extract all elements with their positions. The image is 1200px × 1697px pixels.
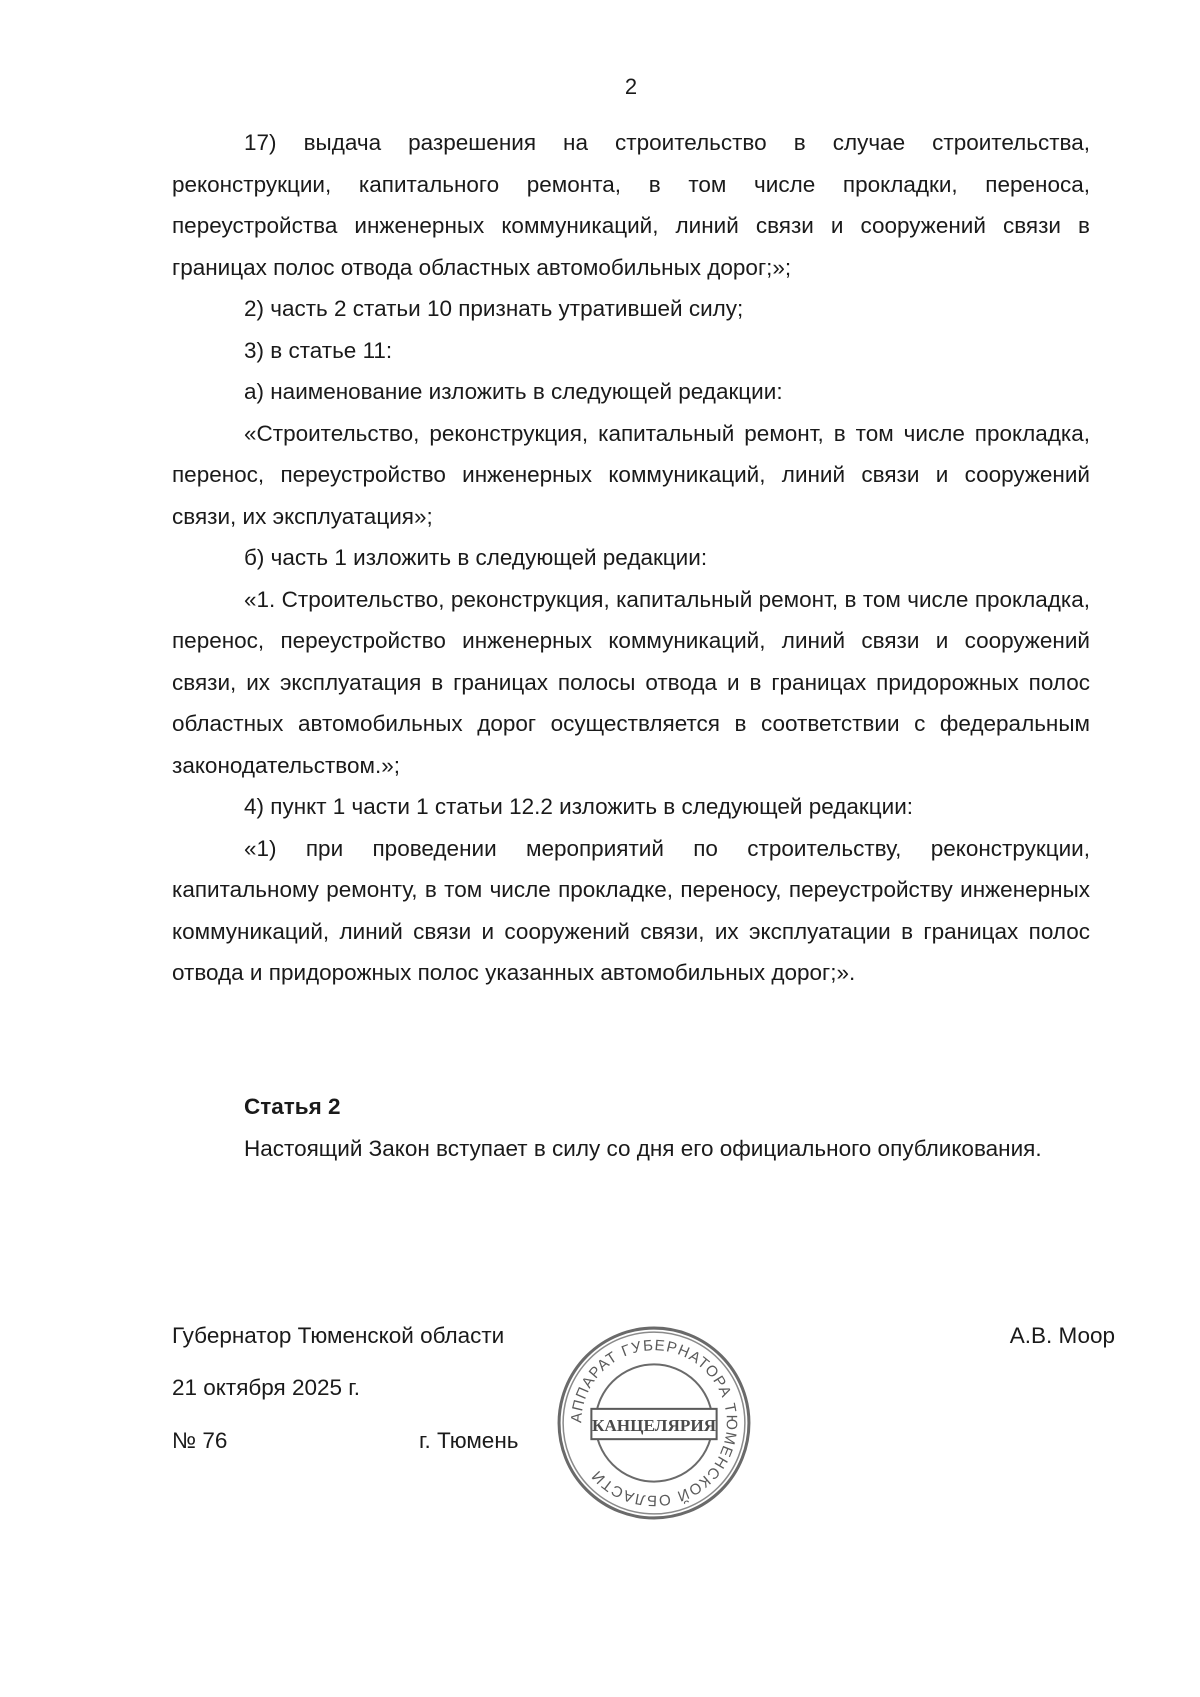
office-stamp (553, 1322, 755, 1524)
paragraph-item-2: 2) часть 2 статьи 10 признать утратившей силу; (244, 296, 744, 321)
paragraph-quote-part1: «1. Строительство, реконструкция, капитальный ремонт, в том числе прокладка, перенос, переустройство инженерных коммуникаций, линий связи и сооружений связи, их эксплуатация в границах полосы отвода и в границах придорожных полос областных автомобильных дорог осуществляется в соответствии с федеральным законодательством.»; (172, 586, 1090, 778)
paragraph-subitem-b: б) часть 1 изложить в следующей редакции: (244, 545, 708, 570)
article-heading: Статья 2 (244, 1094, 341, 1119)
paragraph-item-4: 4) пункт 1 части 1 статьи 12.2 изложить в следующей редакции: (244, 794, 914, 819)
page-number: 2 (624, 74, 638, 99)
amendments-body (172, 122, 1090, 994)
paragraph-quote-title: «Строительство, реконструкция, капитальный ремонт, в том числе прокладка, перенос, переустройство инженерных коммуникаций, линий связи и сооружений связи, их эксплуатация»; (172, 420, 1090, 529)
signatory-name: А.В. Моор (1009, 1323, 1115, 1348)
law-date: 21 октября 2025 г. (172, 1375, 360, 1400)
law-city: г. Тюмень (419, 1428, 519, 1453)
law-number: № 76 (172, 1428, 228, 1453)
article-2 (172, 1086, 1090, 1169)
paragraph-item-3: 3) в статье 11: (244, 337, 393, 363)
paragraph-subitem-a: а) наименование изложить в следующей редакции: (244, 379, 783, 404)
stamp-ring-text: АППАРАТ ГУБЕРНАТОРА ТЮМЕНСКОЙ ОБЛАСТИ (568, 1337, 740, 1509)
paragraph-quote-point1: «1) при проведении мероприятий по строительству, реконструкции, капитальному ремонту, в том числе прокладке, переносу, переустройству инженерных коммуникаций, линий связи и сооружений связи, их эксплуатации в границах полос отвода и придорожных полос указанных автомобильных дорог;». (172, 835, 1090, 985)
paragraph-item-17: 17) выдача разрешения на строительство в случае строительства, реконструкции, капитального ремонта, в том числе прокладки, переноса, переустройства инженерных коммуникаций, линий связи и сооружений связи в границах полос отвода областных автомобильных дорог;»; (172, 130, 1090, 280)
signatory-position: Губернатор Тюменской области (172, 1323, 505, 1348)
stamp-center-text: КАНЦЕЛЯРИЯ (591, 1416, 717, 1436)
article-text: Настоящий Закон вступает в силу со дня его официального опубликования. (244, 1135, 1042, 1161)
